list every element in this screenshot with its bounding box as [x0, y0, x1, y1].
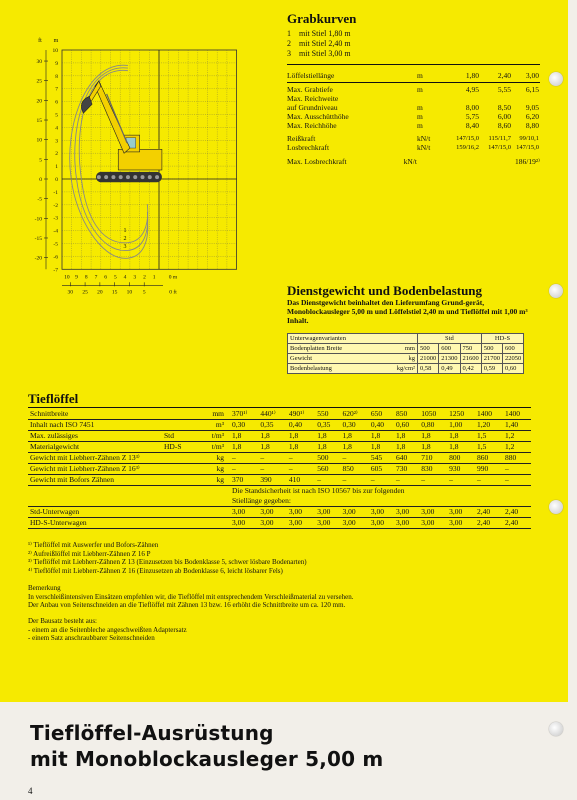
y-tick-ft: 25	[36, 78, 42, 85]
table-row: Inhalt nach ISO 7451 m³ 0,30 0,35 0,40 0,35 0,30 0,40 0,60 0,80 1,00 1,20 1,40	[28, 420, 531, 431]
y-tick-m: -5	[53, 241, 58, 248]
y-tick-ft: 0	[39, 177, 42, 183]
y-tick-ft: -10	[34, 216, 42, 223]
binder-hole-icon	[549, 500, 563, 514]
x-tick-m: 5	[113, 274, 117, 281]
dienstgewicht-text: Das Dienstgewicht beinhaltet den Lieferumfang Grund-gerät, Monoblockausleger 5,00 m und Löffelstiel 2,40 m und Tieflöffel mit 1,00 m³ Inhalt.	[287, 298, 528, 325]
curve-label: 2	[123, 235, 127, 242]
divider	[28, 407, 531, 408]
y-tick-ft: -5	[37, 196, 42, 203]
grabkurven-specs	[287, 71, 540, 166]
y-tick-m: 5	[55, 112, 58, 119]
footnotes	[28, 541, 307, 575]
x-tick-m: 6	[104, 274, 108, 281]
table-row: Materialgewicht HD-S t/m³ 1,8 1,8 1,8 1,8 1,8 1,8 1,8 1,8 1,8 1,5 1,2	[28, 442, 531, 453]
y-tick-m: 7	[55, 86, 58, 93]
excavator-illustration-icon	[81, 81, 162, 182]
spec-row: Max. Reichhöhe m 8,40 8,60 8,80	[287, 121, 539, 130]
tiefloeffel-table	[28, 409, 531, 529]
y-tick-ft: 15	[36, 118, 42, 125]
y-tick-m: -1	[53, 189, 58, 196]
table-row: Bodenbelastung kg/cm² 0,58 0,49 0,42 0,59 0,60	[288, 364, 524, 374]
y-tick-ft: -20	[34, 255, 42, 262]
bausatz: Der Bausatz besteht aus: - einem an die Seitenbleche angeschweißten Adaptersatz - einem Satz anschraubbarer Seitenschneiden	[28, 617, 187, 642]
table-row: Schnittbreite mm 370¹⁾ 440¹⁾ 490¹⁾ 550 620²⁾ 650 850 1050 1250 1400 1400	[28, 409, 531, 420]
dienstgewicht-title: Dienstgewicht und Bodenbelastung	[287, 283, 483, 298]
y-tick-m: 6	[55, 99, 58, 106]
y-tick-m: -4	[53, 228, 58, 235]
curve-label: 3	[123, 243, 127, 250]
x-tick-m: 10	[64, 274, 70, 281]
spec-row: Max. Reichweite	[287, 94, 339, 103]
y-tick-ft: 10	[36, 137, 42, 144]
bemerkung: Bemerkung In verschleißintensiven Einsätzen empfehlen wir, die Tieflöffel mit entsprechendem Verschleißmaterial zu versehen. Der Anbau von Seitenschneiden an die Tieflöffel mit Zähnen 13 bzw. 16 erhöht die Schnittbreite um ca. 120 mm.	[28, 584, 354, 609]
y-tick-m: 9	[55, 60, 58, 67]
axis-unit-m: m	[53, 38, 59, 44]
x-tick-ft: 5	[142, 289, 146, 296]
curve-label: 1	[123, 227, 127, 234]
force-row: Reißkraft kN/t 147/15,0 115/11,7 99/10,1	[287, 134, 539, 143]
footnote: ²⁾ Aufreißlöffel mit Liebherr-Zähnen Z 16 P	[28, 549, 151, 558]
y-tick-m: -3	[53, 215, 58, 222]
digging-curve-chart	[0, 30, 280, 370]
axis-unit-ft: ft	[38, 38, 42, 44]
table-row: Gewicht kg 21000 21300 21600 21700 22050	[288, 354, 524, 364]
stability-note-row: Die Standsicherheit ist nach ISO 10567 bis zur folgenden	[232, 486, 405, 495]
table-header-row: Unterwagenvarianten Std HD-S	[288, 334, 524, 344]
table-row: Gewicht mit Liebherr-Zähnen Z 16³⁾ kg – – – 560 850 605 730 830 930 990 –	[28, 464, 531, 475]
divider	[287, 64, 540, 65]
x-tick-m: 7	[94, 274, 98, 281]
max-force-row: Max. Losbrechkraft kN/t 186/19²⁾	[287, 157, 540, 166]
x-tick-ft: 15	[111, 289, 118, 296]
table-row: Gewicht mit Liebherr-Zähnen Z 13³⁾ kg – – – 500 – 545 640 710 800 860 880	[28, 453, 531, 464]
table-row: Max. zulässiges Std t/m³ 1,8 1,8 1,8 1,8 1,8 1,8 1,8 1,8 1,8 1,5 1,2	[28, 431, 531, 442]
spec-row: Max. Ausschütthöhe m 5,75 6,00 6,20	[287, 112, 539, 121]
grabkurven-legend	[287, 29, 351, 59]
legend-item: 2 mit Stiel 2,40 m	[287, 39, 351, 48]
grabkurven-title: Grabkurven	[287, 11, 357, 26]
table-row: Gewicht mit Bofors Zähnen kg 370 390 410 – – – – – – – –	[28, 475, 531, 486]
y-tick-ft: 20	[36, 98, 42, 105]
tiefloeffel-title: Tieflöffel	[28, 391, 79, 406]
y-tick-m: -6	[53, 254, 58, 261]
y-tick-m: 4	[55, 125, 58, 132]
stability-note-row: Stiellänge gegeben:	[28, 496, 531, 507]
y-tick-m: -7	[53, 267, 58, 274]
legend-item: 1 mit Stiel 1,80 m	[287, 29, 351, 38]
x-tick-m: 2	[143, 274, 146, 281]
binder-hole-icon	[549, 722, 563, 736]
y-tick-m: 2	[55, 151, 58, 158]
page-number: 4	[28, 786, 33, 796]
x-unit-ft: 0 ft	[169, 289, 177, 296]
x-tick-m: 1	[152, 274, 156, 281]
x-tick-m: 4	[123, 274, 127, 281]
binder-hole-icon	[549, 72, 563, 86]
footnote: ¹⁾ Tieflöffel mit Auswerfer und Bofors-Zähnen	[28, 541, 159, 549]
y-tick-m: 3	[55, 138, 58, 145]
table-row: Std-Unterwagen 3,00 3,00 3,00 3,00 3,00 3,00 3,00 3,00 3,00 2,40 2,40	[28, 507, 531, 518]
spec-header-row: Löffelstiellänge m 1,80 2,40 3,00	[287, 71, 539, 80]
table-row: HD-S-Unterwagen 3,00 3,00 3,00 3,00 3,00 3,00 3,00 3,00 3,00 2,40 2,40	[28, 518, 531, 529]
force-row: Losbrechkraft kN/t 159/16,2 147/15,0 147/15,0	[287, 143, 539, 152]
y-tick-m: 0	[55, 177, 58, 183]
x-tick-ft: 30	[67, 289, 74, 296]
dienstgewicht-table	[287, 333, 524, 374]
y-tick-m: -2	[53, 202, 58, 209]
legend-item: 3 mit Stiel 3,00 m	[287, 49, 351, 58]
y-tick-ft: 30	[36, 59, 42, 66]
x-tick-ft: 10	[126, 289, 133, 296]
y-tick-m: 1	[55, 164, 58, 171]
spec-row: auf Grundniveau m 8,00 8,50 9,05	[287, 103, 539, 112]
spec-row: Max. Grabtiefe m 4,95 5,55 6,15	[287, 85, 539, 94]
y-tick-ft: -15	[34, 235, 42, 242]
x-tick-m: 8	[84, 274, 88, 281]
y-tick-ft: 5	[39, 157, 42, 164]
y-tick-m: 10	[52, 48, 58, 54]
x-tick-m: 9	[75, 274, 78, 281]
footnote: ³⁾ Tieflöffel mit Liebherr-Zähnen Z 13 (Einzusetzen bis Bodenklasse 5, schwer lösbare Bodenarten)	[28, 558, 307, 566]
binder-hole-icon	[549, 284, 563, 298]
page-title: Tieflöffel-Ausrüstung mit Monoblockausleger 5,00 m	[30, 721, 384, 771]
x-tick-ft: 20	[97, 289, 103, 296]
footnote: ⁴⁾ Tieflöffel mit Liebherr-Zähnen Z 16 (Einzusetzen ab Bodenklasse 6, leicht lösbarer Fels)	[28, 566, 283, 575]
x-unit-m: 0 m	[168, 274, 178, 281]
x-tick-ft: 25	[82, 289, 88, 296]
table-row: Bodenplatten Breite mm 500 600 750 500 600	[288, 344, 524, 354]
x-tick-m: 3	[133, 274, 137, 281]
y-tick-m: 8	[55, 73, 58, 80]
